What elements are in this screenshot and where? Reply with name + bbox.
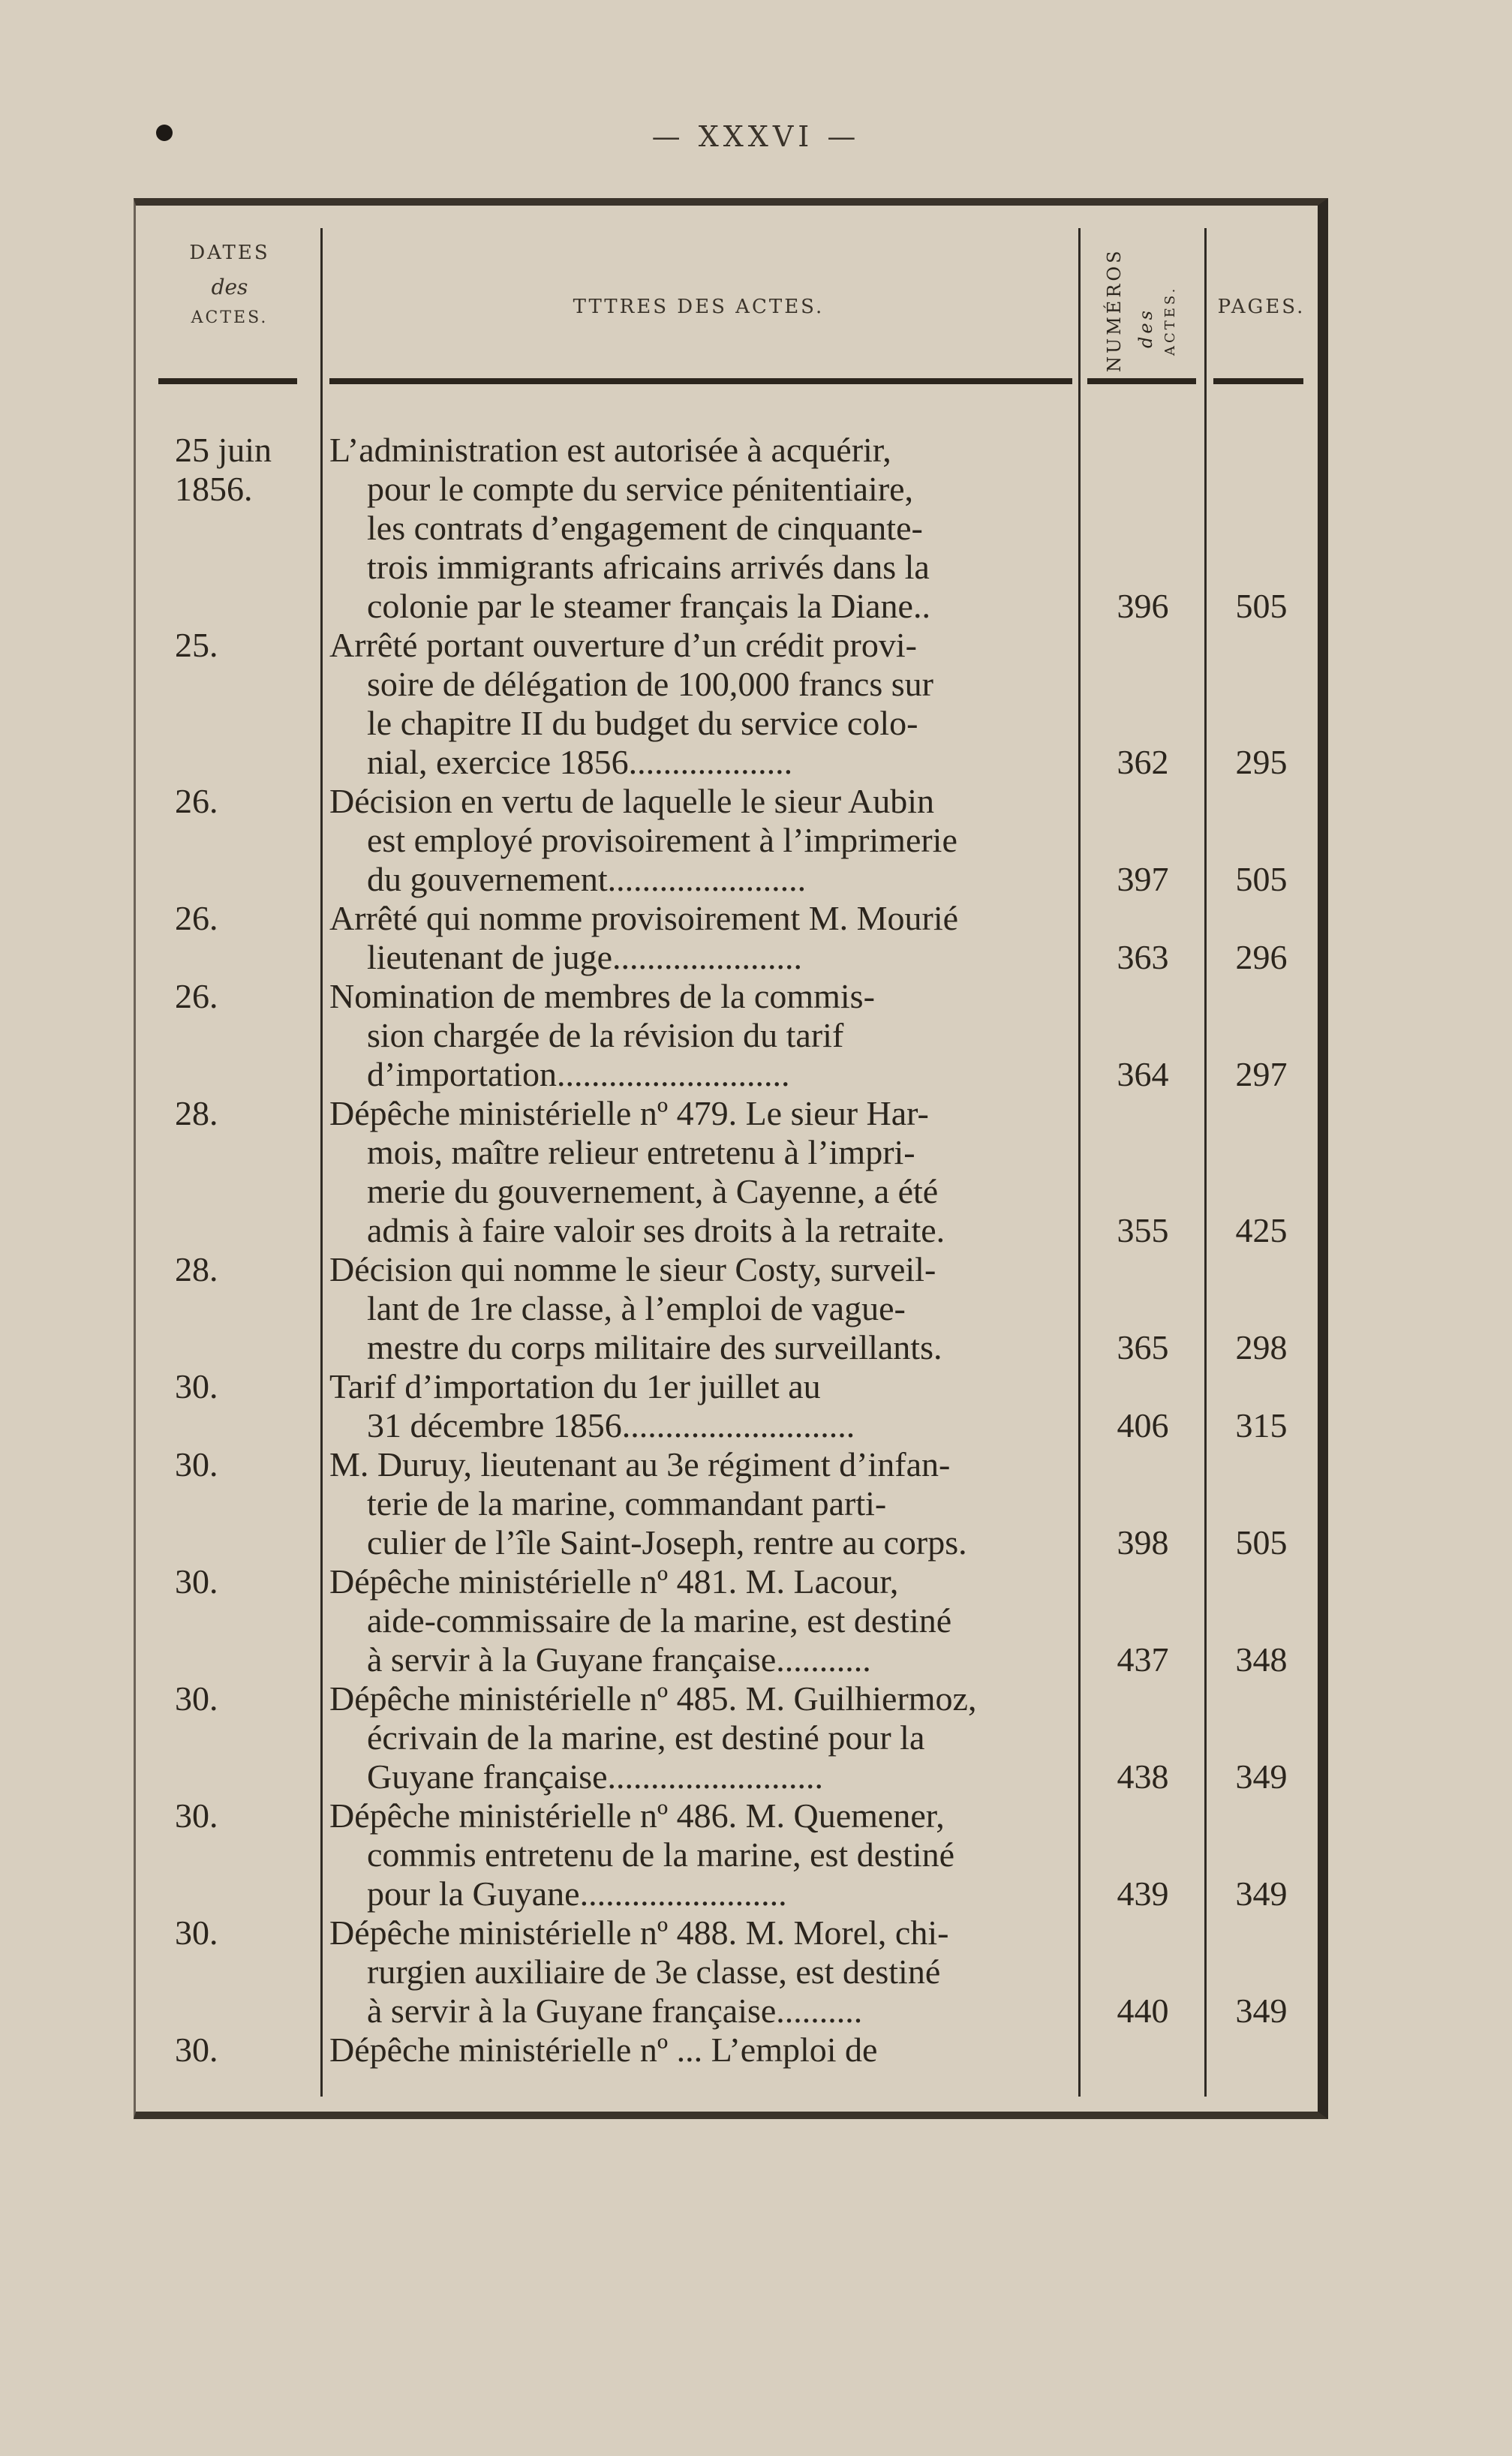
act-number: 355	[1117, 1211, 1169, 1249]
page-ref: 505	[1235, 587, 1288, 625]
header-underline-titles	[329, 378, 1072, 384]
header-pages: PAGES.	[1217, 296, 1306, 318]
entry-title-line: d’importation...........................	[367, 1055, 790, 1093]
header-dates-line3: ACTES.	[191, 308, 269, 327]
entry-title-line: Arrêté portant ouverture d’un crédit provi-	[329, 626, 917, 664]
entry-title-line: commis entretenu de la marine, est destiné	[367, 1835, 955, 1874]
col-rule-titles	[1078, 228, 1081, 2097]
col-rule-dates	[320, 228, 323, 2097]
header-numeros-des: des	[1135, 308, 1156, 348]
entry-title-line: est employé provisoirement à l’imprimerie	[367, 821, 957, 859]
row-date: 30.	[175, 1445, 218, 1484]
header-underline-pages	[1213, 378, 1303, 384]
header-numeros: NUMÉROS	[1104, 248, 1125, 372]
row-date: 26.	[175, 782, 218, 820]
entry-title-line: pour la Guyane........................	[367, 1874, 787, 1913]
entry-title-line: à servir à la Guyane française...........	[367, 1640, 871, 1679]
entry-title-line: soire de délégation de 100,000 francs sur	[367, 665, 933, 703]
act-number: 440	[1117, 1992, 1169, 2030]
entry-title-line: aide-commissaire de la marine, est destiné	[367, 1601, 952, 1640]
entry-title-line: pour le compte du service pénitentiaire,	[367, 470, 914, 508]
entry-title-line: nial, exercice 1856...................	[367, 743, 793, 781]
header-titles: TTTRES DES ACTES.	[573, 296, 825, 318]
row-date: 1856.	[175, 470, 253, 508]
entry-title-line: trois immigrants africains arrivés dans la	[367, 548, 930, 586]
header-dates	[151, 236, 308, 327]
entry-title-line: Arrêté qui nomme provisoirement M. Mourié	[329, 899, 959, 937]
header-dates-line1: DATES	[189, 242, 270, 264]
row-date: 30.	[175, 1562, 218, 1601]
entry-title-line: lieutenant de juge......................	[367, 938, 802, 976]
entry-title-line: sion chargée de la révision du tarif	[367, 1016, 844, 1054]
entry-title-line: Dépêche ministérielle nº 479. Le sieur Har-	[329, 1094, 929, 1132]
page-ref: 315	[1235, 1406, 1288, 1444]
act-number: 398	[1117, 1523, 1169, 1562]
act-number: 397	[1117, 860, 1169, 898]
entry-title-line: rurgien auxiliaire de 3e classe, est destiné	[367, 1952, 941, 1991]
page-ref: 296	[1235, 938, 1288, 976]
page-ref: 505	[1235, 860, 1288, 898]
header-numeros-actes: ACTES.	[1162, 285, 1178, 356]
entry-title-line: le chapitre II du budget du service colo-	[367, 704, 918, 742]
page-ref: 349	[1235, 1757, 1288, 1796]
entry-title-line: Décision qui nomme le sieur Costy, surveil-	[329, 1250, 936, 1288]
entry-title-line: L’administration est autorisée à acquérir,	[329, 431, 891, 469]
entry-title-line: Dépêche ministérielle nº 488. M. Morel, chi-	[329, 1913, 949, 1952]
row-date: 28.	[175, 1094, 218, 1132]
entry-title-line: merie du gouvernement, à Cayenne, a été	[367, 1172, 939, 1210]
entry-title-line: Nomination de membres de la commis-	[329, 977, 875, 1015]
row-date: 26.	[175, 977, 218, 1015]
entry-title-line: 31 décembre 1856...........................	[367, 1406, 855, 1444]
entry-title-line: culier de l’île Saint-Joseph, rentre au corps.	[367, 1523, 967, 1562]
entry-title-line: mois, maître relieur entretenu à l’impri-	[367, 1133, 915, 1171]
header-dates-line2: des	[211, 275, 248, 299]
entry-title-line: écrivain de la marine, est destiné pour la	[367, 1718, 925, 1757]
entry-title-line: Dépêche ministérielle nº 485. M. Guilhiermoz,	[329, 1679, 977, 1718]
page-ref: 297	[1235, 1055, 1288, 1093]
act-number: 406	[1117, 1406, 1169, 1444]
entry-title-line: Dépêche ministérielle nº 486. M. Quemener,	[329, 1796, 945, 1835]
page-number: — XXXVI —	[651, 120, 861, 153]
row-date: 30.	[175, 1367, 218, 1405]
page-ref: 425	[1235, 1211, 1288, 1249]
acts-table	[134, 198, 1328, 2119]
act-number: 396	[1117, 587, 1169, 625]
act-number: 439	[1117, 1874, 1169, 1913]
entry-title-line: Tarif d’importation du 1er juillet au	[329, 1367, 821, 1405]
entry-title-line: colonie par le steamer français la Diane..	[367, 587, 930, 625]
col-rule-numeros	[1204, 228, 1207, 2097]
entry-title-line: Guyane française.........................	[367, 1757, 824, 1796]
entry-title-line: les contrats d’engagement de cinquante-	[367, 509, 923, 547]
act-number: 363	[1117, 938, 1169, 976]
entry-title-line: Décision en vertu de laquelle le sieur Aubin	[329, 782, 935, 820]
entry-title-line: terie de la marine, commandant parti-	[367, 1484, 887, 1523]
row-date: 26.	[175, 899, 218, 937]
page-ref: 505	[1235, 1523, 1288, 1562]
entry-title-line: Dépêche ministérielle nº ... L’emploi de	[329, 2031, 878, 2069]
row-date: 25.	[175, 626, 218, 664]
row-date: 30.	[175, 1796, 218, 1835]
entry-title-line: Dépêche ministérielle nº 481. M. Lacour,	[329, 1562, 899, 1601]
entry-title-line: admis à faire valoir ses droits à la retraite.	[367, 1211, 945, 1249]
act-number: 437	[1117, 1640, 1169, 1679]
entry-title-line: M. Duruy, lieutenant au 3e régiment d’infan-	[329, 1445, 951, 1484]
act-number: 365	[1117, 1328, 1169, 1366]
ink-dot	[156, 125, 173, 141]
act-number: 438	[1117, 1757, 1169, 1796]
page-ref: 349	[1235, 1992, 1288, 2030]
page-ref: 348	[1235, 1640, 1288, 1679]
entry-title-line: lant de 1re classe, à l’emploi de vague-	[367, 1289, 906, 1327]
row-date: 30.	[175, 2031, 218, 2069]
page-ref: 295	[1235, 743, 1288, 781]
entry-title-line: à servir à la Guyane française..........	[367, 1992, 863, 2030]
act-number: 362	[1117, 743, 1169, 781]
row-date: 30.	[175, 1913, 218, 1952]
row-date: 28.	[175, 1250, 218, 1288]
row-date: 25 juin	[175, 431, 272, 469]
header-underline-numeros	[1087, 378, 1196, 384]
entry-title-line: mestre du corps militaire des surveillants.	[367, 1328, 942, 1366]
page-ref: 349	[1235, 1874, 1288, 1913]
entry-title-line: du gouvernement.......................	[367, 860, 807, 898]
row-date: 30.	[175, 1679, 218, 1718]
header-underline-dates	[158, 378, 297, 384]
act-number: 364	[1117, 1055, 1169, 1093]
page-ref: 298	[1235, 1328, 1288, 1366]
